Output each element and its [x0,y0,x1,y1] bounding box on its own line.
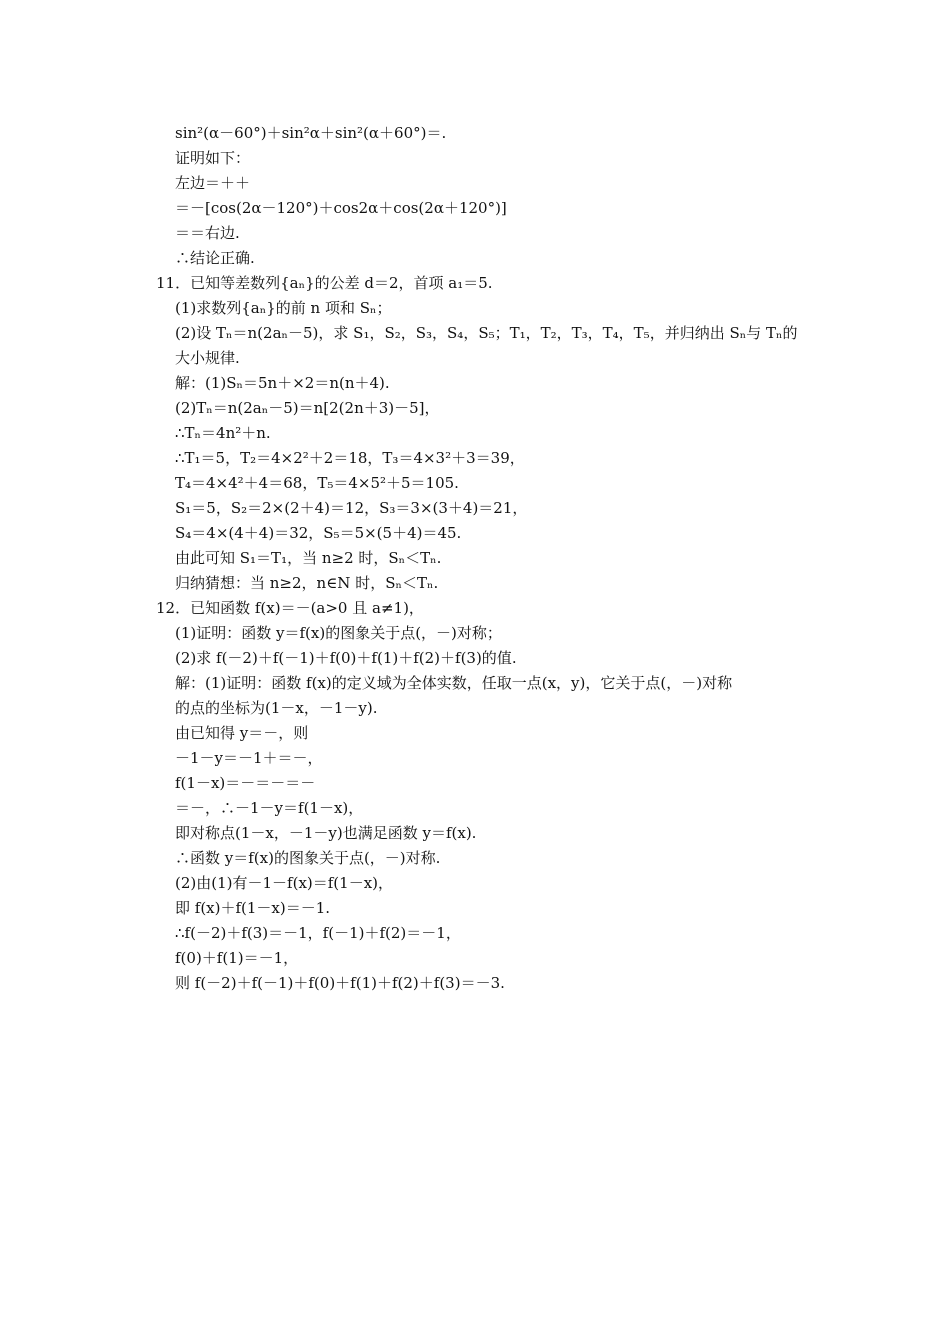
text-line: 大小规律. [175,349,240,367]
text-line: (1)求数列{aₙ}的前 n 项和 Sₙ； [175,299,392,317]
text-line: (2)Tₙ＝n(2aₙ－5)＝n[2(2n＋3)－5]， [175,399,440,417]
text-line: T₄＝4×4²＋4＝68，T₅＝4×5²＋5＝105. [175,474,459,492]
text-line: S₁＝5，S₂＝2×(2＋4)＝12，S₃＝3×(3＋4)＝21， [175,499,528,517]
text-line: ∴结论正确. [175,249,255,267]
text-line: 由已知得 y＝－，则 [175,724,309,742]
text-line: (2)设 Tₙ＝n(2aₙ－5)，求 S₁，S₂，S₃，S₄，S₅；T₁，T₂，T₃，T₄，T₅，并归纳出 Sₙ与 Tₙ的 [175,324,798,342]
text-line: 左边＝＋＋ [175,174,251,192]
text-line: 归纳猜想：当 n≥2，n∈N 时，Sₙ＜Tₙ. [175,574,439,592]
text-line: sin²(α－60°)＋sin²α＋sin²(α＋60°)＝. [175,124,447,142]
text-line: ∴Tₙ＝4n²＋n. [175,424,271,442]
text-line: f(1－x)＝－＝－＝－ [175,774,316,792]
text-line: ＝－，∴－1－y＝f(1－x)， [175,799,364,817]
text-line: f(0)＋f(1)＝－1， [175,949,299,967]
text-line: ∴函数 y＝f(x)的图象关于点(，－)对称. [175,849,441,867]
text-line: ＝＝右边. [175,224,240,242]
text-line: (2)求 f(－2)＋f(－1)＋f(0)＋f(1)＋f(2)＋f(3)的值. [175,649,517,667]
text-line: －1－y＝－1＋＝－， [175,749,323,767]
text-line: ＝－[cos(2α－120°)＋cos2α＋cos(2α＋120°)] [175,199,507,217]
text-line: ∴f(－2)＋f(3)＝－1，f(－1)＋f(2)＝－1， [175,924,461,942]
text-line: 由此可知 S₁＝T₁，当 n≥2 时，Sₙ＜Tₙ. [175,549,442,567]
text-line: ∴T₁＝5，T₂＝4×2²＋2＝18，T₃＝4×3²＋3＝39， [175,449,525,467]
text-line: 证明如下： [175,149,251,167]
text-line: 则 f(－2)＋f(－1)＋f(0)＋f(1)＋f(2)＋f(3)＝－3. [175,974,505,992]
text-line: (1)证明：函数 y＝f(x)的图象关于点(，－)对称； [175,624,502,642]
text-line: 即对称点(1－x，－1－y)也满足函数 y＝f(x). [175,824,477,842]
text-line: 解：(1)证明：函数 f(x)的定义域为全体实数，任取一点(x，y)，它关于点(，－)对称 [175,674,733,692]
text-line: (2)由(1)有－1－f(x)＝f(1－x)， [175,874,394,892]
text-line: S₄＝4×(4＋4)＝32，S₅＝5×(5＋4)＝45. [175,524,462,542]
text-line: 即 f(x)＋f(1－x)＝－1. [175,899,331,917]
text-line: 解：(1)Sₙ＝5n＋×2＝n(n＋4). [175,374,390,392]
question-heading: 12．已知函数 f(x)＝－(a>0 且 a≠1)， [156,599,424,617]
text-line: 的点的坐标为(1－x，－1－y). [175,699,378,717]
question-heading: 11．已知等差数列{aₙ}的公差 d＝2，首项 a₁＝5. [156,274,493,292]
